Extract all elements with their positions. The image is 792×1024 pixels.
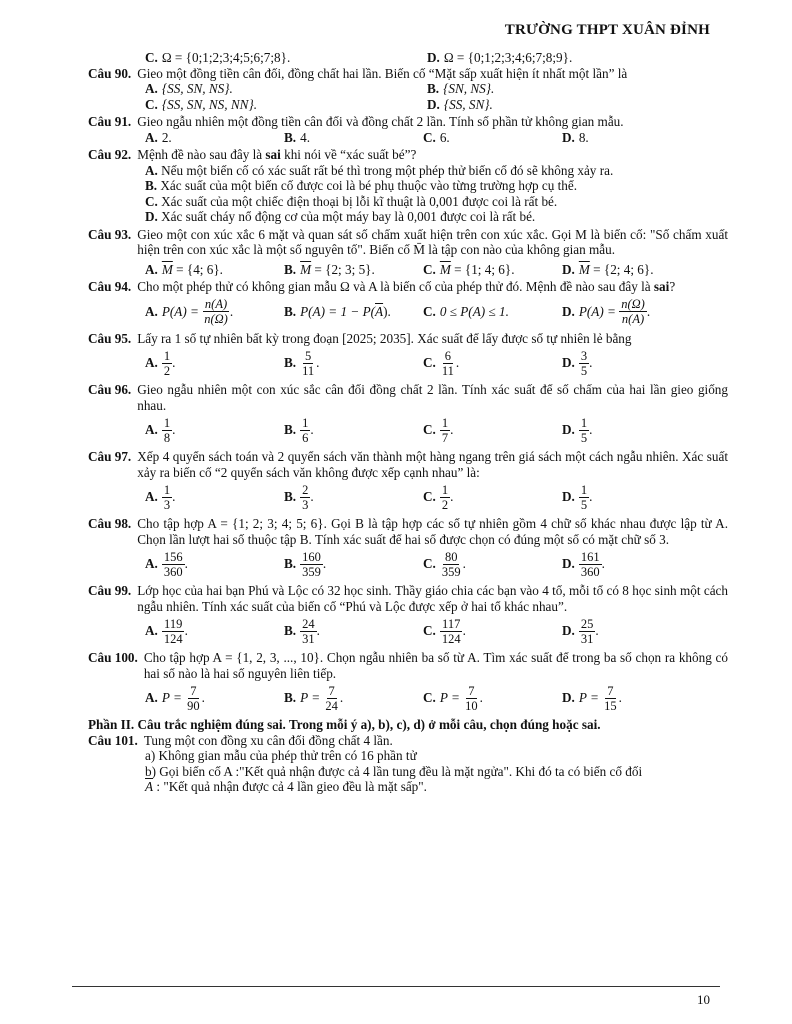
- question-text: Tung một con đồng xu cân đối đồng chất 4 lần.: [143, 732, 393, 748]
- option-d: D. Xác suất cháy nổ động cơ của một máy bay là 0,001 được coi là rất bé.: [145, 209, 536, 224]
- option-b: B. $\frac{2}{3}$ .: [284, 482, 314, 512]
- question-96: [88, 382, 728, 447]
- option-a: A. {SS, SN, NS}.: [145, 81, 233, 96]
- option-b: B. $\frac{160}{359}$ .: [284, 549, 327, 579]
- question-98: [88, 516, 728, 581]
- question-label: Câu 95.: [88, 330, 132, 346]
- question-text: Cho một phép thử có không gian mẫu Ω và A là biến cố của phép thử đó. Mệnh đề nào sau đây là sai?: [137, 279, 676, 294]
- question-94: [88, 279, 728, 329]
- question-text: Mệnh đề nào sau đây là sai khi nói về “xác suất bé”?: [137, 147, 417, 162]
- option-b: B. $\overline{M} = \{2$; 3; 5}.: [284, 261, 375, 277]
- question-label: Câu 97.: [88, 449, 132, 464]
- option-b: B. {SN, NS}.: [427, 81, 495, 96]
- page-header: TRƯỜNG THPT XUÂN ĐỈNH: [504, 22, 710, 38]
- question-label: Câu 91.: [88, 114, 132, 129]
- page-number: 10: [697, 992, 710, 1007]
- question-text: Cho tập hợp A = {1, 2, 3, ..., 10}. Chọn ngẫu nhiên ba số từ A. Tìm xác suất để trong ba số chọn ra không có hai số nào là hai số nguyên liên tiếp.: [143, 650, 728, 681]
- option-d: D. $\frac{3}{5}$ .: [562, 348, 593, 378]
- question-95: [88, 331, 728, 381]
- option-d: D. $\overline{M} = \{2$; 4; 6}.: [562, 261, 654, 277]
- question-text: Cho tập hợp A = {1; 2; 3; 4; 5; 6}. Gọi B là tập hợp các số tự nhiên gồm 4 chữ số khác nhau được lập từ A. Chọn lần lượt hai số thuộc tập B. Tính xác suất để hai số được chọn có đúng một số có mặt chữ số 3.: [137, 516, 728, 547]
- option-c: C. $\frac{1}{2}$ .: [423, 482, 454, 512]
- option-d: D. Ω = {0;1;2;3;4;6;7;8;9}.: [427, 50, 573, 65]
- option-c: C. 6.: [423, 129, 450, 145]
- option-c: C. $\frac{1}{7}$ .: [423, 415, 454, 445]
- option-c: C. $\frac{6}{11}$ .: [423, 348, 460, 378]
- question-93: [88, 227, 728, 278]
- option-a: A. Nếu một biến cố có xác suất rất bé thì trong một phép thử biến cố đó sẽ không xảy ra.: [145, 162, 614, 178]
- question-label: Câu 94.: [88, 279, 132, 294]
- option-d: D. {SS, SN}.: [427, 96, 493, 112]
- option-a: A. $\frac{1}{8}$ .: [145, 415, 176, 445]
- question-91: [88, 114, 728, 145]
- question-text: Gieo ngẫu nhiên một đồng tiền cân đối và đồng chất 2 lần. Tính số phần tử không gian mẫu.: [137, 114, 624, 129]
- option-c: C. $\frac{117}{124}$ .: [423, 616, 466, 646]
- option-a: A. P(A) = $\frac{n(A)}{n(\Omega)}$ .: [145, 297, 234, 326]
- option-c: C. 0 ≤ P(A) ≤ 1.: [423, 303, 509, 319]
- question-label: Câu 92.: [88, 147, 132, 162]
- option-c: C. Xác suất của một chiếc điện thoại bị lỗi kĩ thuật là 0,001 được coi là rất bé.: [145, 193, 558, 209]
- option-d: D. $\frac{25}{31}$ .: [562, 616, 599, 646]
- option-b: B. $\frac{5}{11}$ .: [284, 348, 320, 378]
- option-b: B. P(A) = 1 − P( $\overline{A}$ ).: [284, 303, 391, 319]
- question-text: Gieo ngẫu nhiên một con xúc sắc cân đối đồng chất 2 lần. Tính xác suất để số chấm của hai lần gieo giống nhau.: [137, 382, 728, 413]
- document-body: [88, 50, 728, 797]
- option-b: B. $\frac{1}{6}$ .: [284, 415, 314, 445]
- part-2-heading: Phần II. Câu trắc nghiệm đúng sai. Trong mỗi ý a), b), c), d) ở mỗi câu, chọn đúng hoặc sai.: [88, 717, 601, 732]
- option-b: B. $\frac{24}{31}$ .: [284, 616, 320, 646]
- question-label: Câu 101.: [88, 732, 138, 748]
- option-c: C. $\overline{M} = \{1$; 4; 6}.: [423, 261, 515, 277]
- question-90: [88, 66, 728, 113]
- question-100: [88, 650, 728, 715]
- question-label: Câu 96.: [88, 382, 132, 397]
- option-a: A. 2.: [145, 129, 172, 145]
- option-c: C. Ω = {0;1;2;3;4;5;6;7;8}.: [145, 50, 291, 65]
- option-a: A. $\frac{156}{360}$ .: [145, 549, 188, 579]
- question-text: Lớp học của hai bạn Phú và Lộc có 32 học sinh. Thầy giáo chia các bạn vào 4 tổ, mỗi tổ có 8 học sinh một cách ngẫu nhiên. Tính xác suất của biến cố “Phú và Lộc được xếp ở hai tổ khác nhau”.: [137, 583, 728, 614]
- question-text: Lấy ra 1 số tự nhiên bất kỳ trong đoạn [2025; 2035]. Xác suất để lấy được số tự nhiên lẻ bằng: [137, 330, 632, 346]
- option-c: C. {SS, SN, NS, NN}.: [145, 96, 258, 112]
- question-text: Xếp 4 quyển sách toán và 2 quyển sách văn thành một hàng ngang trên giá sách một cách ngẫu nhiên. Xác suất xảy ra biến cố “2 quyển sách văn không được xếp cạnh nhau” là:: [137, 449, 728, 480]
- question-text: Gieo một đồng tiền cân đối, đồng chất hai lần. Biến cố “Mặt sấp xuất hiện ít nhất một lần” là: [137, 65, 628, 81]
- option-d: D. $\frac{1}{5}$ .: [562, 482, 593, 512]
- option-b: B. P = $\frac{7}{24}$ .: [284, 683, 344, 713]
- question-92: [88, 147, 728, 225]
- footer-divider: [72, 986, 720, 987]
- question-101: [88, 733, 728, 795]
- question-text: Gieo một con xúc xắc 6 mặt và quan sát số chấm xuất hiện trên con xúc xắc. Gọi M là biến cố: "Số chấm xuất hiện trên con xúc xắc là một số nguyên tố". Biến cố M̄ là tập con nào của không gian mẫu.: [137, 226, 728, 257]
- question-99: [88, 583, 728, 648]
- statement-b: b) Gọi biến cố A :"Kết quả nhận được cả 4 lần tung đều là mặt ngửa". Khi đó ta có biến cố đối $\overline{A}$ : "Kết quả nhận được cả 4 lần gieo đều là mặt sấp".: [145, 763, 643, 794]
- option-a: A. $\frac{1}{2}$ .: [145, 348, 176, 378]
- statement-a: a) Không gian mẫu của phép thử trên có 16 phần tử: [145, 748, 417, 763]
- option-b: B. Xác suất của một biến cố được coi là bé phụ thuộc vào từng trường hợp cụ thể.: [145, 178, 578, 193]
- option-a: A. $\overline{M} = \{4$; 6}.: [145, 261, 223, 277]
- question-97: [88, 449, 728, 514]
- option-c: C. $\frac{80}{359}$ .: [423, 549, 466, 579]
- option-d: D. $\frac{161}{360}$ .: [562, 549, 605, 579]
- option-d: D. 8.: [562, 129, 589, 145]
- prev-question-options: [145, 50, 728, 66]
- option-b: B. 4.: [284, 129, 310, 145]
- question-label: Câu 99.: [88, 583, 132, 598]
- option-c: C. P = $\frac{7}{10}$ .: [423, 683, 483, 713]
- question-label: Câu 98.: [88, 516, 132, 531]
- option-a: A. P = $\frac{7}{90}$ .: [145, 683, 205, 713]
- question-label: Câu 100.: [88, 650, 138, 665]
- option-d: D. $\frac{1}{5}$ .: [562, 415, 593, 445]
- option-a: A. $\frac{119}{124}$ .: [145, 616, 188, 646]
- question-label: Câu 93.: [88, 226, 132, 242]
- option-d: D. P(A) = $\frac{n(\Omega)}{n(A)}$ .: [562, 297, 651, 326]
- question-label: Câu 90.: [88, 65, 132, 81]
- option-a: A. $\frac{1}{3}$ .: [145, 482, 176, 512]
- option-d: D. P = $\frac{7}{15}$ .: [562, 683, 622, 713]
